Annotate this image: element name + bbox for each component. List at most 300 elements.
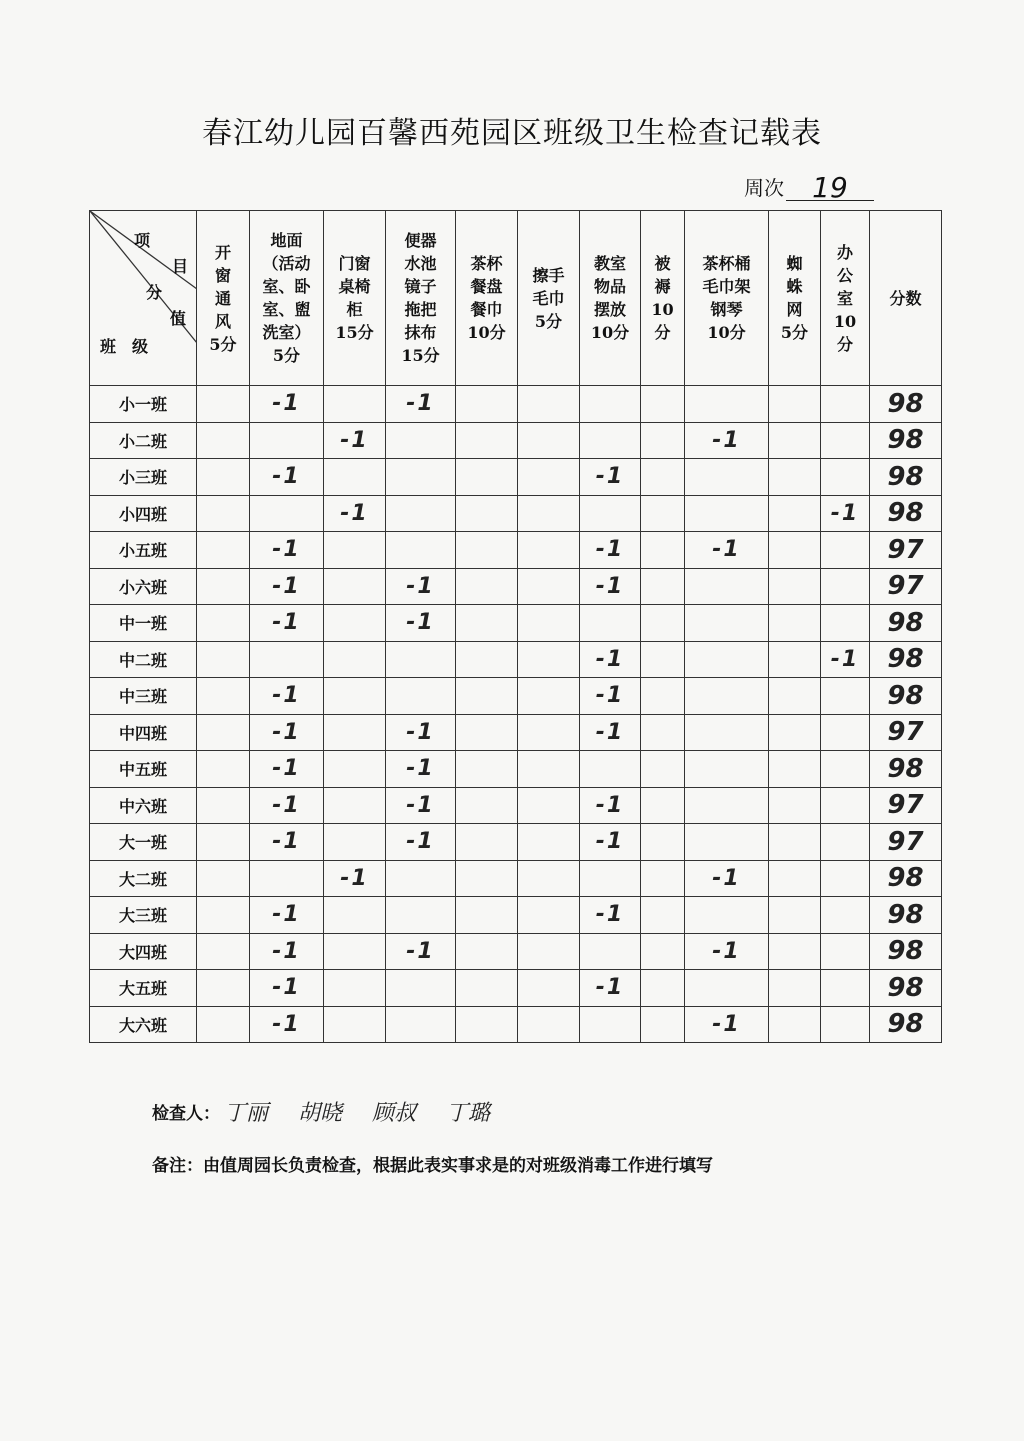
- column-header-line: 餐巾: [470, 300, 503, 319]
- inspector-signature: 顾叔: [372, 1101, 417, 1126]
- table-row: [90, 532, 942, 569]
- deduction-cell: [769, 933, 821, 970]
- deduction-cell: [518, 459, 580, 496]
- deduction-cell: [641, 933, 685, 970]
- deduction-cell: [456, 605, 518, 642]
- deduction-cell: [456, 751, 518, 788]
- deduction-cell: -1: [821, 641, 870, 678]
- deduction-cell: -1: [685, 933, 769, 970]
- class-name-cell: 小一班: [90, 386, 197, 423]
- column-header-line: 10: [651, 300, 674, 319]
- table-row: [90, 459, 942, 496]
- deduction-cell: [324, 641, 386, 678]
- deduction-cell: [456, 386, 518, 423]
- column-header-line: 钢琴: [710, 300, 743, 319]
- deduction-cell: -1: [580, 787, 641, 824]
- deduction-cell: [641, 897, 685, 934]
- deduction-cell: [821, 1006, 870, 1043]
- column-header-line: 10分: [590, 323, 630, 342]
- table-row: [90, 897, 942, 934]
- inspector-signature: 丁璐: [446, 1101, 491, 1126]
- deduction-cell: [641, 824, 685, 861]
- column-header-line: 窗: [214, 265, 231, 285]
- score-cell: 97: [870, 568, 942, 605]
- class-name-cell: 大二班: [90, 860, 197, 897]
- score-cell: 97: [870, 787, 942, 824]
- class-name-cell: 小二班: [90, 422, 197, 459]
- deduction-cell: [456, 459, 518, 496]
- column-header-line: 风: [214, 311, 231, 331]
- deduction-cell: -1: [580, 897, 641, 934]
- column-header-line: 拖把: [404, 300, 437, 319]
- deduction-cell: [769, 714, 821, 751]
- deduction-cell: [769, 605, 821, 642]
- deduction-cell: [821, 714, 870, 751]
- deduction-cell: [456, 495, 518, 532]
- score-cell: 98: [870, 386, 942, 423]
- column-header: [518, 211, 580, 386]
- deduction-cell: [386, 459, 456, 496]
- column-header-line: 办: [836, 242, 853, 262]
- deduction-cell: [641, 751, 685, 788]
- score-cell: 98: [870, 860, 942, 897]
- deduction-cell: -1: [685, 1006, 769, 1043]
- deduction-cell: [456, 641, 518, 678]
- deduction-cell: -1: [324, 495, 386, 532]
- deduction-cell: [641, 714, 685, 751]
- deduction-cell: [197, 970, 250, 1007]
- deduction-cell: [250, 641, 324, 678]
- sheet-title: 春江幼儿园百馨西苑园区班级卫生检查记载表: [202, 116, 822, 151]
- score-cell: 98: [870, 933, 942, 970]
- score-cell: 98: [870, 495, 942, 532]
- deduction-cell: [324, 897, 386, 934]
- deduction-cell: [821, 386, 870, 423]
- deduction-cell: [769, 422, 821, 459]
- deduction-cell: [685, 459, 769, 496]
- deduction-cell: [324, 605, 386, 642]
- column-header-line: 教室: [593, 254, 626, 273]
- table-row: [90, 787, 942, 824]
- column-header-line: 柜: [346, 300, 363, 319]
- class-name-cell: 大五班: [90, 970, 197, 1007]
- class-name-cell: 小五班: [90, 532, 197, 569]
- deduction-cell: [197, 605, 250, 642]
- column-header-line: 分: [654, 323, 671, 342]
- deduction-cell: -1: [386, 824, 456, 861]
- deduction-cell: [197, 641, 250, 678]
- deduction-cell: -1: [250, 532, 324, 569]
- deduction-cell: [518, 605, 580, 642]
- deduction-cell: [580, 1006, 641, 1043]
- deduction-cell: [324, 678, 386, 715]
- deduction-cell: [518, 1006, 580, 1043]
- deduction-cell: [641, 678, 685, 715]
- corner-fen-label: 分: [146, 283, 163, 302]
- column-header: [580, 211, 641, 386]
- column-header-line: 水池: [404, 254, 437, 273]
- class-name-cell: 中二班: [90, 641, 197, 678]
- class-name-cell: 中四班: [90, 714, 197, 751]
- deduction-cell: [324, 1006, 386, 1043]
- score-cell: 98: [870, 970, 942, 1007]
- deduction-cell: [641, 568, 685, 605]
- deduction-cell: [641, 422, 685, 459]
- header-score: [870, 211, 942, 386]
- column-header-line: 蛛: [786, 277, 803, 296]
- deduction-cell: [641, 386, 685, 423]
- week-value: 19: [786, 176, 874, 201]
- deduction-cell: [821, 824, 870, 861]
- deduction-cell: [685, 641, 769, 678]
- column-header: [324, 211, 386, 386]
- table-row: [90, 751, 942, 788]
- deduction-cell: -1: [250, 787, 324, 824]
- deduction-cell: [324, 459, 386, 496]
- deduction-cell: [769, 787, 821, 824]
- table-row: [90, 860, 942, 897]
- deduction-cell: [324, 532, 386, 569]
- inspection-table: [89, 210, 942, 1043]
- table-body: [90, 386, 942, 1043]
- deduction-cell: [324, 970, 386, 1007]
- column-header-line: 洗室）: [262, 323, 311, 342]
- corner-cell: [90, 211, 197, 386]
- deduction-cell: -1: [386, 568, 456, 605]
- deduction-cell: -1: [250, 386, 324, 423]
- table-row: [90, 714, 942, 751]
- deduction-cell: [386, 678, 456, 715]
- score-cell: 98: [870, 751, 942, 788]
- header-row: [90, 211, 942, 386]
- deduction-cell: [641, 787, 685, 824]
- table-row: [90, 970, 942, 1007]
- deduction-cell: [769, 495, 821, 532]
- deduction-cell: -1: [580, 459, 641, 496]
- class-name-cell: 中六班: [90, 787, 197, 824]
- score-cell: 98: [870, 422, 942, 459]
- deduction-cell: [197, 824, 250, 861]
- deduction-cell: [580, 933, 641, 970]
- table-row: [90, 568, 942, 605]
- deduction-cell: [769, 532, 821, 569]
- inspector-signature: 丁丽: [224, 1101, 269, 1126]
- deduction-cell: [518, 824, 580, 861]
- deduction-cell: [769, 568, 821, 605]
- table-row: [90, 678, 942, 715]
- deduction-cell: [456, 422, 518, 459]
- column-header-line: 室、盥: [262, 300, 311, 319]
- deduction-cell: [769, 459, 821, 496]
- deduction-cell: [580, 605, 641, 642]
- column-header-line: 褥: [654, 277, 671, 296]
- deduction-cell: [518, 422, 580, 459]
- deduction-cell: [456, 787, 518, 824]
- column-header-line: 餐盘: [470, 277, 503, 296]
- column-header-line: 10: [833, 311, 857, 331]
- column-header-line: 茶杯桶: [702, 254, 751, 273]
- deduction-cell: [250, 495, 324, 532]
- deduction-cell: -1: [324, 860, 386, 897]
- table-row: [90, 605, 942, 642]
- deduction-cell: -1: [580, 532, 641, 569]
- deduction-cell: [641, 860, 685, 897]
- column-header-line: 网: [786, 300, 803, 319]
- deduction-cell: [821, 933, 870, 970]
- deduction-cell: [821, 532, 870, 569]
- deduction-cell: [197, 714, 250, 751]
- deduction-cell: [821, 787, 870, 824]
- deduction-cell: [641, 495, 685, 532]
- class-name-cell: 小四班: [90, 495, 197, 532]
- deduction-cell: [197, 386, 250, 423]
- deduction-cell: [250, 860, 324, 897]
- deduction-cell: [518, 714, 580, 751]
- deduction-cell: [518, 933, 580, 970]
- deduction-cell: [821, 897, 870, 934]
- deduction-cell: [197, 860, 250, 897]
- deduction-cell: [386, 641, 456, 678]
- deduction-cell: [685, 970, 769, 1007]
- deduction-cell: [769, 386, 821, 423]
- column-header-line: 擦手: [532, 265, 565, 285]
- column-header-line: 分数: [889, 288, 922, 308]
- deduction-cell: [685, 605, 769, 642]
- corner-class-label: 班 级: [100, 337, 149, 356]
- deduction-cell: [386, 860, 456, 897]
- deduction-cell: [456, 714, 518, 751]
- score-cell: 97: [870, 824, 942, 861]
- score-cell: 98: [870, 678, 942, 715]
- deduction-cell: [197, 495, 250, 532]
- column-header-line: （活动: [262, 254, 311, 273]
- deduction-cell: -1: [386, 787, 456, 824]
- table-row: [90, 933, 942, 970]
- score-cell: 98: [870, 897, 942, 934]
- deduction-cell: [518, 678, 580, 715]
- column-header-line: 镜子: [404, 277, 437, 296]
- column-header: [386, 211, 456, 386]
- column-header-line: 开: [214, 242, 231, 262]
- deduction-cell: [386, 532, 456, 569]
- deduction-cell: [197, 459, 250, 496]
- deduction-cell: [685, 751, 769, 788]
- column-header: [456, 211, 518, 386]
- deduction-cell: [821, 422, 870, 459]
- deduction-cell: -1: [580, 824, 641, 861]
- deduction-cell: -1: [250, 1006, 324, 1043]
- deduction-cell: -1: [250, 568, 324, 605]
- class-name-cell: 中一班: [90, 605, 197, 642]
- deduction-cell: -1: [250, 824, 324, 861]
- deduction-cell: -1: [580, 714, 641, 751]
- table-row: [90, 824, 942, 861]
- deduction-cell: -1: [821, 495, 870, 532]
- column-header-line: 室: [836, 288, 853, 308]
- column-header-line: 15分: [335, 323, 374, 342]
- deduction-cell: -1: [250, 751, 324, 788]
- column-header-line: 便器: [404, 231, 437, 250]
- deduction-cell: [769, 1006, 821, 1043]
- column-header: [197, 211, 250, 386]
- class-name-cell: 大一班: [90, 824, 197, 861]
- class-name-cell: 大四班: [90, 933, 197, 970]
- deduction-cell: [456, 860, 518, 897]
- deduction-cell: [641, 1006, 685, 1043]
- column-header-line: 茶杯: [470, 254, 503, 273]
- deduction-cell: [769, 641, 821, 678]
- inspector-signature: 胡晓: [298, 1101, 343, 1126]
- column-header-line: 毛巾架: [702, 277, 751, 296]
- deduction-cell: [821, 678, 870, 715]
- deduction-cell: [386, 970, 456, 1007]
- column-header-line: 10分: [707, 323, 746, 342]
- column-header-line: 摆放: [593, 300, 626, 319]
- deduction-cell: [197, 678, 250, 715]
- inspector-signatures: [224, 1096, 490, 1127]
- deduction-cell: [197, 897, 250, 934]
- deduction-cell: [685, 714, 769, 751]
- table-row: [90, 386, 942, 423]
- column-header-line: 5分: [272, 346, 301, 365]
- deduction-cell: [769, 751, 821, 788]
- remark-note: 备注：由值周园长负责检查，根据此表实事求是的对班级消毒工作进行填写: [152, 1156, 713, 1176]
- column-header-line: 室、卧: [262, 277, 311, 296]
- deduction-cell: [386, 897, 456, 934]
- corner-item-label: 项: [134, 231, 151, 250]
- deduction-cell: [197, 751, 250, 788]
- deduction-cell: -1: [250, 714, 324, 751]
- deduction-cell: -1: [250, 933, 324, 970]
- column-header-line: 毛巾: [532, 288, 565, 308]
- column-header-line: 5分: [534, 311, 563, 331]
- deduction-cell: [685, 824, 769, 861]
- column-header-line: 10分: [467, 323, 506, 342]
- deduction-cell: [456, 897, 518, 934]
- score-cell: 98: [870, 459, 942, 496]
- corner-mu-label: 目: [172, 257, 189, 276]
- deduction-cell: [769, 897, 821, 934]
- deduction-cell: [580, 860, 641, 897]
- score-cell: 97: [870, 714, 942, 751]
- column-header: [769, 211, 821, 386]
- deduction-cell: [197, 787, 250, 824]
- class-name-cell: 中五班: [90, 751, 197, 788]
- deduction-cell: [250, 422, 324, 459]
- deduction-cell: [821, 459, 870, 496]
- deduction-cell: -1: [685, 532, 769, 569]
- column-header-line: 物品: [593, 277, 626, 296]
- deduction-cell: [456, 532, 518, 569]
- deduction-cell: [456, 933, 518, 970]
- deduction-cell: [197, 933, 250, 970]
- deduction-cell: -1: [685, 860, 769, 897]
- corner-zhi-label: 值: [170, 309, 187, 328]
- deduction-cell: [324, 933, 386, 970]
- deduction-cell: [518, 495, 580, 532]
- deduction-cell: [324, 824, 386, 861]
- column-header-line: 5分: [780, 323, 809, 342]
- column-header-line: 被: [654, 254, 671, 273]
- deduction-cell: [518, 897, 580, 934]
- inspector-label: 检查人：: [152, 1104, 220, 1124]
- deduction-cell: [518, 568, 580, 605]
- column-header: [821, 211, 870, 386]
- deduction-cell: [641, 532, 685, 569]
- deduction-cell: -1: [250, 459, 324, 496]
- deduction-cell: [685, 568, 769, 605]
- deduction-cell: [641, 605, 685, 642]
- column-header: [250, 211, 324, 386]
- column-header-line: 蜘: [786, 254, 803, 273]
- column-header-line: 桌椅: [338, 277, 371, 296]
- deduction-cell: [324, 568, 386, 605]
- column-header-line: 门窗: [338, 254, 371, 273]
- deduction-cell: -1: [580, 568, 641, 605]
- week-label: 周次: [744, 176, 784, 200]
- deduction-cell: [580, 386, 641, 423]
- deduction-cell: [769, 824, 821, 861]
- table-row: [90, 422, 942, 459]
- deduction-cell: [324, 751, 386, 788]
- score-cell: 98: [870, 605, 942, 642]
- inspector-line: [152, 1096, 490, 1127]
- table-row: [90, 641, 942, 678]
- column-header-line: 地面: [270, 231, 303, 250]
- deduction-cell: [324, 787, 386, 824]
- column-header-line: 15分: [401, 346, 440, 365]
- deduction-cell: [685, 897, 769, 934]
- column-header: [685, 211, 769, 386]
- deduction-cell: [580, 495, 641, 532]
- score-cell: 98: [870, 641, 942, 678]
- deduction-cell: -1: [250, 970, 324, 1007]
- deduction-cell: [580, 751, 641, 788]
- deduction-cell: -1: [580, 678, 641, 715]
- deduction-cell: -1: [250, 605, 324, 642]
- deduction-cell: [456, 568, 518, 605]
- deduction-cell: -1: [685, 422, 769, 459]
- column-header-line: 公: [836, 265, 853, 285]
- column-header-line: 5分: [209, 334, 237, 354]
- class-name-cell: 小三班: [90, 459, 197, 496]
- deduction-cell: [386, 495, 456, 532]
- table-row: [90, 495, 942, 532]
- deduction-cell: [769, 970, 821, 1007]
- deduction-cell: -1: [324, 422, 386, 459]
- deduction-cell: [821, 605, 870, 642]
- deduction-cell: [685, 678, 769, 715]
- deduction-cell: -1: [580, 970, 641, 1007]
- class-name-cell: 中三班: [90, 678, 197, 715]
- column-header-line: 抹布: [404, 323, 437, 342]
- deduction-cell: [456, 824, 518, 861]
- deduction-cell: [685, 787, 769, 824]
- deduction-cell: [518, 787, 580, 824]
- column-header-line: 通: [214, 288, 231, 308]
- deduction-cell: [685, 386, 769, 423]
- deduction-cell: -1: [250, 678, 324, 715]
- deduction-cell: [518, 386, 580, 423]
- deduction-cell: [518, 751, 580, 788]
- score-cell: 97: [870, 532, 942, 569]
- deduction-cell: [324, 386, 386, 423]
- deduction-cell: -1: [386, 933, 456, 970]
- deduction-cell: -1: [386, 386, 456, 423]
- deduction-cell: [197, 422, 250, 459]
- deduction-cell: [197, 532, 250, 569]
- deduction-cell: [641, 459, 685, 496]
